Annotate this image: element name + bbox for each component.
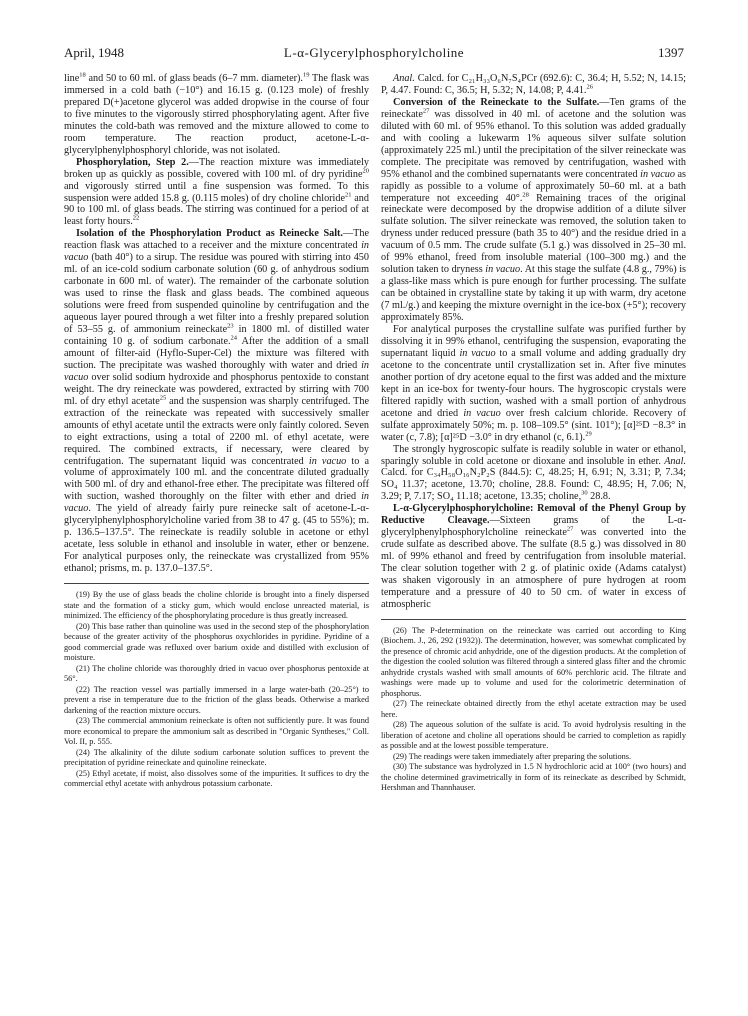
- body-paragraph: [64, 157, 369, 229]
- text-run: Anal.: [393, 73, 415, 84]
- text-run: in vacuo: [308, 455, 347, 467]
- body-paragraph: [64, 228, 369, 575]
- footnote-ref: 27: [422, 107, 430, 115]
- text-run: was converted into the crude sulfate as described above. The sulfate (8.5 g.) was dissolved in 80 ml. of 99% ethanol and freed by centrifugation from insoluble material. The clear solution together with 2 g. of platinic oxide (Adams catalyst) was shaken vigorously in an atmosphere of pure hydrogen at room temperature and a pressure of 40 to 50 cm. of water in excess of atmospheric: [381, 527, 686, 610]
- text-run: in vacuo: [64, 240, 369, 264]
- footnote: (21) The choline chloride was thoroughly dried in vacuo over phosphorus pentoxide at 56°.: [64, 663, 369, 684]
- body-paragraph: [381, 97, 686, 324]
- footnote: (29) The readings were taken immediately after preparing the solutions.: [393, 751, 632, 761]
- body-paragraph: [381, 444, 686, 504]
- footnote-ref: 24: [230, 334, 238, 342]
- footnote-rule-left: [64, 583, 369, 584]
- footnote-ref: 23: [227, 322, 234, 330]
- text-run: in vacuo: [485, 264, 521, 276]
- footnote-rule-right: [381, 619, 686, 620]
- text-run: The strongly hygroscopic sulfate is readily soluble in water or ethanol, sparingly soluble in cold acetone or dioxane and insoluble in ether.: [381, 443, 686, 467]
- text-run: in vacuo: [64, 491, 369, 515]
- text-run: over solid sodium hydroxide and phosphorus pentoxide to constant weight. The dry reineckate was powdered, extracted by stirring with 700 ml. of dry ethyl acetate: [64, 371, 369, 407]
- right-column: [381, 73, 686, 794]
- header-page-number: 1397: [658, 45, 684, 60]
- text-run: . The yield of already fairly pure reinecke salt of acetone-L-α-glycerylphenylphosphorylcholine varied from 38 to 47 g. (45 to 55%); m. p. 136.5–137.5°. The reineckate is readily soluble in acetone or ethyl acetate, less soluble in ethanol and insoluble in water, ether or benzene. For analytical purposes only, the reineckate was crystallized from 95% ethanol; prisms, m. p. 137.0–137.5°.: [64, 503, 369, 575]
- footnote: (28) The aqueous solution of the sulfate is acid. To avoid hydrolysis resulting in the liberation of acetone and choline all operations should be carried to completion as rapidly as possible and at the lowest possible temperature.: [381, 720, 686, 751]
- text-run: After the addition of a small amount of filter-aid (Hyflo-Super-Cel) the mixture was filtered with suction. The precipitate was washed thoroughly with water and dried: [64, 335, 369, 371]
- header-date: April, 1948: [64, 45, 124, 60]
- text-run: —Sixteen grams of the L-α-glycerylphenylphosphorylcholine reineckate: [381, 515, 686, 539]
- footnote: (30) The substance was hydrolyzed in 1.5 N hydrochloric acid at 100° (two hours) and the choline determined gravimetrically in form of its reineckate as described by Schmidt, Hershman and Thannhauser.: [381, 762, 686, 793]
- text-run: to a small volume and adding gradually dry acetone to the concentrate until crystallization set in. After five minutes another portion of dry acetone equal to the first was added and the mixture kept in an ice-box for twenty-four hours. The hygroscopic crystals were filtered rapidly with suction, washed with a small portion of anhydrous acetone and dried: [381, 347, 686, 419]
- text-run: Anal.: [664, 455, 686, 467]
- footnote-ref: 26: [586, 83, 593, 91]
- footnote: (27) The reineckate obtained directly from the ethyl acetate extraction may be used here.: [381, 699, 686, 719]
- text-run: in 1800 ml. of distilled water containing 10 g. of sodium carbonate.: [64, 324, 369, 347]
- text-run: as rapidly as possible to a volume of approximately 50–60 ml. at a bath temperature not exceeding 40°.: [381, 168, 686, 204]
- text-run: The flask was immersed in a cold bath (−10°) and 16.15 g. (0.123 mole) of freshly prepared D(+)acetone glycerol was added dropwise in the course of four to five minutes to the vigorously stirred phosphorylating agent. After five minutes the cold-bath was removed and the mixture allowed to come to room temperature. The reaction product, acetone-L-α-glycerylphenylphosphoryl chloride, was not isolated.: [64, 73, 369, 156]
- text-run: over fresh calcium chloride. Recovery of sulfate approximately 50%; m. p. 108–109.5° (sint. 101°); [α]²⁵D −8.3° in water (c, 7.8); [α]²⁵D −3.0° in dry ethanol (c, 6.1).: [381, 407, 687, 443]
- footnote-ref: 22: [132, 215, 140, 223]
- footnote-ref: 25: [159, 394, 167, 402]
- text-run: Remaining traces of the original reineckate were decomposed by the dropwise addition of a dilute silver sulfate solution. The silver reineckate was removed, the solution taken to dryness under reduced pressure (bath 35 to 40°) and the residue dried in a vacuum of 0.5 mm. The crude sulfate (5.1 g.) was dissolved in 25–30 ml. of 99% ethanol, freed from insoluble material (100–300 mg.) and the solution taken to dryness: [381, 192, 687, 276]
- footnote-ref: 18: [79, 71, 86, 79]
- text-run: in vacuo: [640, 168, 675, 180]
- footnote-ref: 21: [345, 191, 352, 199]
- text-run: and the suspension was sharply centrifuged. The extraction of the reineckate was repeated with successively smaller amounts of ethyl acetate until the extracts were only faintly colored. Seven to eight extractions, using a total of 2200 ml. of ethyl acetate, were required. The combined extracts, if necessary, were cleared by centrifugation. The supernatant liquid was concentrated: [64, 395, 369, 467]
- text-run: was dissolved in 40 ml. of acetone and the solution was diluted with 60 ml. of 95% ethanol. To this solution was added gradually and with cooling a lukewarm 1% aqueous silver sulfate solution (approximately 225 ml.) until the precipitation of the silver reineckate was complete. The precipitate was removed by centrifugation, washed with 95% ethanol and the combined supernatants were concentrated: [381, 108, 686, 180]
- footnote-ref: 30: [581, 489, 588, 497]
- footnote: (24) The alkalinity of the dilute sodium carbonate solution suffices to prevent the precipitation of pyridine reineckate and quinoline reineckate.: [64, 747, 369, 768]
- body-paragraph: [64, 73, 369, 157]
- footnote-ref: 29: [585, 430, 592, 438]
- text-run: and vigorously stirred until a fine suspension was formed. To this suspension were added 15.8 g. (0.115 moles) of dry choline chloride: [64, 180, 369, 204]
- right-column-body: [381, 73, 686, 611]
- run-in-heading: Isolation of the Phosphorylation Product as Reinecke Salt.: [76, 228, 343, 240]
- footnote-ref: 27: [566, 525, 574, 533]
- body-paragraph: [381, 324, 686, 444]
- left-footnotes: [64, 590, 369, 790]
- text-run: line: [64, 73, 80, 84]
- text-run: in vacuo: [64, 359, 369, 383]
- text-run: and 50 to 60 ml. of glass beads (6–7 mm. diameter).: [85, 73, 303, 84]
- text-run: —The reaction mixture was immediately broken up as quickly as possible, covered with 100 ml. of dry pyridine: [64, 156, 369, 180]
- text-run: —The reaction flask was attached to a receiver and the mixture concentrated: [64, 228, 369, 252]
- run-in-heading: Conversion of the Reineckate to the Sulfate.: [393, 96, 600, 108]
- footnote-ref: 20: [362, 167, 369, 175]
- text-run: (bath 40°) to a sirup. The residue was poured with stirring into 450 ml. of an ice-cold sodium carbonate solution (60 g. of anhydrous sodium carbonate in 600 ml. of water). The remainder of the carbonate solution was used to rinse the flask and glass beads. The combined aqueous solutions were freed from suspended quinoline by centrifugation and the aqueous layer poured through a wet filter into a freshly prepared solution of 53–55 g. of ammonium reineckate: [64, 252, 369, 336]
- footnote: (19) By the use of glass beads the choline chloride is brought into a finely dispersed state and the formation of a sticky gum, which would enclose unreacted material, is minimized. The efficiency of the phosphorylating procedure is thus greatly increased.: [64, 590, 369, 621]
- footnote-ref: 28: [522, 191, 529, 199]
- text-run: For analytical purposes the crystalline sulfate was purified further by dissolving it in 99% ethanol, centrifuging the suspension, evaporating the supernatant liquid: [381, 324, 686, 359]
- left-column-body: [64, 73, 369, 575]
- text-run: Calcd. for C₂₁H₃₃O₆N₇S₄PCr (692.6): C, 36.4; H, 5.52; N, 14.15; P, 4.47. Found: C, 36.5; H, 5.32; N, 14.08; P, 4.41.: [381, 73, 686, 96]
- left-column: [64, 73, 369, 790]
- footnote: (26) The P-determination on the reineckate was carried out according to King (Biochem. J., 26, 292 (1932)). The determination, however, was somewhat complicated by the presence of chromic acid anhydride, one of the digestion products. At the completion of the digestion the cooled solution was filtered through a sintered glass filter and the chromic anhydride crystals washed with small amounts of 60% perchloric acid. The filtrate and washings were made up to volume and used for the colorimetric determination of phosphorus.: [381, 625, 686, 698]
- body-paragraph: [381, 503, 686, 611]
- text-run: to a volume of approximately 100 ml. and the concentrate diluted gradually with 500 ml. of dry and ethanol-free ether. The precipitate was filtered off with suction, washed thoroughly on the filter with ether and dried: [64, 455, 370, 503]
- header-title: L-α-Glycerylphosphorylcholine: [283, 45, 465, 60]
- footnote-ref: 19: [302, 71, 310, 79]
- text-run: in vacuo: [463, 407, 501, 419]
- footnote: (25) Ethyl acetate, if moist, also dissolves some of the impurities. It suffices to dry the commercial ethyl acetate with anhydrous potassium carbonate.: [64, 768, 369, 789]
- run-in-heading: L-α-Glycerylphosphorylcholine: Removal of the Phenyl Group by Reductive Cleavage.: [381, 503, 686, 527]
- text-run: and 90 to 100 ml. of glass beads. The stirring was continued for a period of at least forty hours.: [64, 192, 369, 228]
- text-run: 28.8.: [587, 491, 611, 503]
- footnote: (20) This base rather than quinoline was used in the second step of the phosphorylation because of the greater activity of the phosphorus oxychlorides in pyridine. Pyridine of a good commercial grade was refluxed over barium oxide and distilled with exclusion of moisture.: [64, 621, 369, 663]
- body-paragraph: [381, 73, 686, 97]
- running-header: [64, 44, 684, 62]
- text-run: Calcd. for C₃₄H₅₈O₁₆N₂P₂S (844.5): C, 48.25; H, 6.91; N, 3.31; P, 7.34; SO₄ 11.37; acetone, 13.70; choline, 28.8. Found: C, 48.95; H, 7.06; N, 3.29; P, 7.17; SO₄ 11.18; acetone, 13.35; choline,: [381, 467, 686, 503]
- text-run: . At this stage the sulfate (4.8 g., 79%) is a glass-like mass which is pure enough for further processing. The sulfate can be obtained in crystalline state by taking it up with warm, dry acetone (7 ml./g.) and keeping the mixture overnight in the ice-box (+5°); recovery approximately 85%.: [381, 264, 686, 324]
- footnote: (23) The commercial ammonium reineckate is often not sufficiently pure. It was found more economical to prepare the ammonium salt as described in "Organic Syntheses," Coll. Vol. II, p. 555.: [64, 716, 369, 747]
- run-in-heading: Phosphorylation, Step 2.: [76, 156, 189, 168]
- right-footnotes: [381, 626, 686, 794]
- text-run: in vacuo: [459, 347, 496, 359]
- text-run: —Ten grams of the reineckate: [381, 96, 686, 120]
- footnote: (22) The reaction vessel was partially immersed in a large water-bath (20–25°) to prevent a rise in temperature due to the friction of the glass beads. Otherwise a marked darkening of the reaction mixture occurs.: [64, 684, 369, 715]
